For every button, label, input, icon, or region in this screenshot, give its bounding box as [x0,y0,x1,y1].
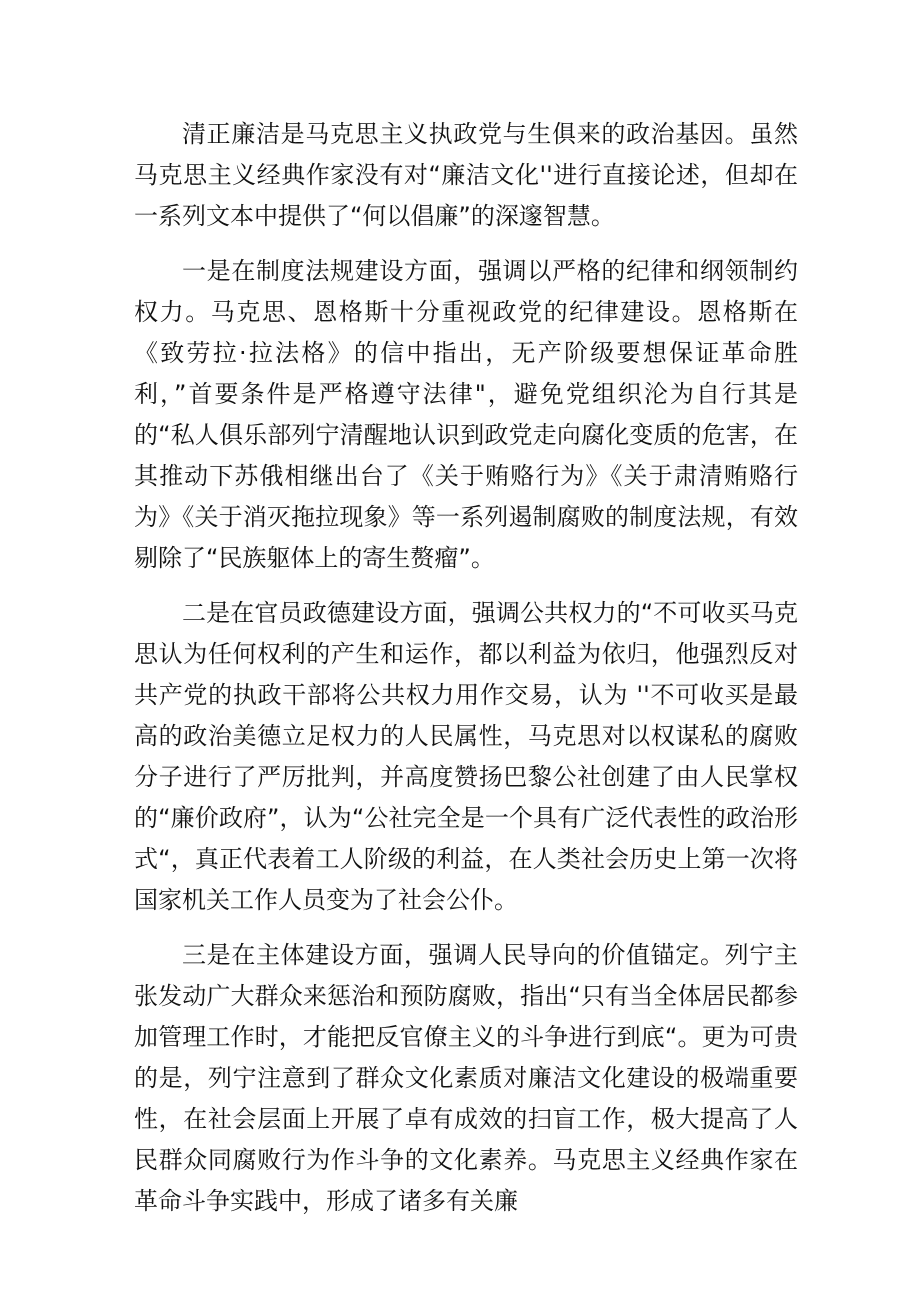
document-body [134,114,798,1236]
paragraph-intro: 清正廉洁是马克思主义执政党与生俱来的政治基因。虽然马克思主义经典作家没有对“廉洁文化''进行直接论述，但却在一系列文本中提供了“何以倡廉”的深邃智慧。 [134,120,798,230]
paragraph-subject-building: 三是在主体建设方面，强调人民导向的价值锚定。列宁主张发动广大群众来惩治和预防腐败，指出“只有当全体居民都参加管理工作时，才能把反官僚主义的斗争进行到底“。更为可贵的是，列宁注意到了群众文化素质对廉洁文化建设的极端重要性，在社会层面上开展了卓有成效的扫盲工作，极大提高了人民群众同腐败行为作斗争的文化素养。马克思主义经典作家在革命斗争实践中，形成了诸多有关廉 [134,941,798,1215]
paragraph-official-ethics: 二是在官员政德建设方面，强调公共权力的“不可收买马克思认为任何权利的产生和运作，都以利益为依归，他强烈反对共产党的执政干部将公共权力用作交易，认为 ''不可收买是最高的政治美德立足权力的人民属性，马克思对以权谋私的腐败分子进行了严厉批判，并高度赞扬巴黎公社创建了由人民掌权的“廉价政府”，认为“公社完全是一个具有广泛代表性的政治形式“，真正代表着工人阶级的利益，在人类社会历史上第一次将国家机关工作人员变为了社会公仆。 [134,599,798,914]
paragraph-system-regulations: 一是在制度法规建设方面，强调以严格的纪律和纲领制约权力。马克思、恩格斯十分重视政党的纪律建设。恩格斯在《致劳拉·拉法格》的信中指出，无产阶级要想保证革命胜利，”首要条件是严格遵守法律"，避免党组织沦为自行其是的“私人俱乐部列宁清醒地认识到政党走向腐化变质的危害，在其推动下苏俄相继出台了《关于贿赂行为》《关于肃清贿赂行为》《关于消灭拖拉现象》等一系列遏制腐败的制度法规，有效剔除了“民族躯体上的寄生赘瘤”。 [134,257,798,572]
